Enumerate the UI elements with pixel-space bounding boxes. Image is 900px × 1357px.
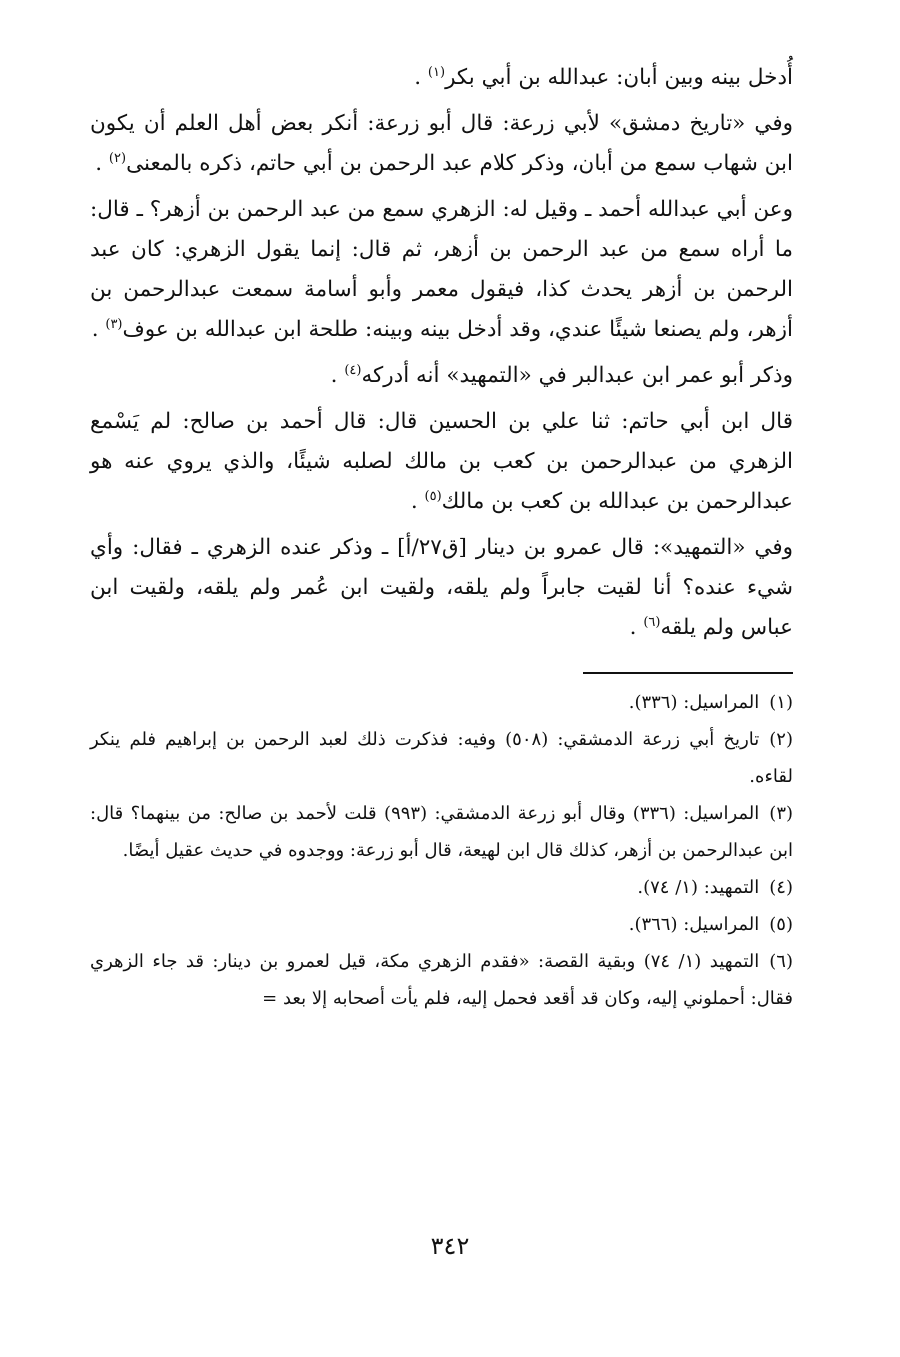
footnote-6 (90, 943, 793, 1017)
footnote-text: التمهيد (١/ ٧٤) وبقية القصة: «فقدم الزهري مكة، قيل لعمرو بن دينار: قد جاء الزهري فقال: أحملوني إليه، وكان قد أقعد فحمل إليه، فلم يأت أصحابه إلا بعد = (90, 951, 793, 1009)
footnote-1 (90, 684, 793, 721)
footnote-text: التمهيد: (١/ ٧٤). (637, 877, 760, 898)
paragraph-2: وفي «تاريخ دمشق» لأبي زرعة: قال أبو زرعة: أنكر بعض أهل العلم أن يكون ابن شهاب سمع من أبان، وذكر كلام عبد الرحمن بن أبي حاتم، ذكره بالمعنى$^{(٢)}$ . (90, 111, 793, 176)
paragraph-1: أُدخل بينه وبين أبان: عبدالله بن أبي بكر$^{(١)}$ . (414, 64, 793, 90)
footnote-ref-6[interactable]: (٦) (643, 614, 661, 630)
page-body (90, 58, 793, 1017)
footnote-ref-3[interactable]: (٣) (105, 316, 123, 332)
footnote-2 (90, 721, 793, 795)
footnote-number: (٦) (769, 951, 793, 972)
footnote-text: تاريخ أبي زرعة الدمشقي: (٥٠٨) وفيه: فذكرت ذلك لعبد الرحمن بن إبراهيم فلم ينكر لقاءه. (90, 729, 793, 787)
footnote-number: (١) (769, 692, 793, 713)
footnote-separator (583, 672, 793, 674)
footnote-ref-4[interactable]: (٤) (344, 362, 362, 378)
paragraph-3: وعن أبي عبدالله أحمد ـ وقيل له: الزهري سمع من عبد الرحمن بن أزهر؟ ـ قال: ما أراه سمع من عبد الرحمن بن أزهر، ثم قال: إنما يقول الزهري: كان عبد الرحمن بن أزهر يحدث كذا، فيقول معمر وأبو أسامة سمعت عبدالرحمن بن أزهر، ولم يصنعا شيئًا عندي، وقد أدخل بينه وبينه: طلحة ابن عبدالله بن عوف$^{(٣)}$ . (90, 197, 793, 342)
footnote-number: (٣) (769, 803, 794, 824)
footnote-number: (٢) (769, 729, 793, 750)
footnote-number: (٤) (769, 877, 793, 898)
footnote-text: المراسيل: (٣٣٦). (628, 692, 760, 713)
paragraph-5: قال ابن أبي حاتم: ثنا علي بن الحسين قال: قال أحمد بن صالح: لم يَسْمع الزهري من عبدالرحمن بن كعب بن مالك لصلبه شيئًا، والذي يروي عنه هو عبدالرحمن بن عبدالله بن كعب بن مالك$^{(٥)}$ . (90, 409, 793, 514)
footnote-text: المراسيل: (٣٣٦) وقال أبو زرعة الدمشقي: (٩٩٣) قلت لأحمد بن صالح: من بينهما؟ قال: ابن عبدالرحمن بن أزهر، كذلك قال ابن لهيعة، قال أبو زرعة: ووجدوه في حديث عقيل أيضًا. (90, 803, 793, 861)
footnote-number: (٥) (769, 914, 793, 935)
footnote-3 (90, 795, 793, 869)
paragraph-6: وفي «التمهيد»: قال عمرو بن دينار [ق٢٧/أ] ـ وذكر عنده الزهري ـ فقال: وأي شيء عنده؟ أنا لقيت جابراً ولم يلقه، ولقيت ابن عُمر ولم يلقه، ولقيت ابن عباس ولم يلقه$^{(٦)}$ . (90, 535, 793, 640)
footnote-5 (90, 906, 793, 943)
footnote-ref-2[interactable]: (٢) (108, 150, 127, 166)
footnote-4 (90, 869, 793, 906)
footnote-text: المراسيل: (٣٦٦). (628, 914, 760, 935)
paragraph-4: وذكر أبو عمر ابن عبدالبر في «التمهيد» أنه أدركه$^{(٤)}$ . (330, 362, 793, 388)
page-number: ٣٤٢ (430, 1232, 470, 1260)
footnote-ref-5[interactable]: (٥) (424, 488, 442, 504)
footnote-ref-1[interactable]: (١) (427, 64, 446, 80)
